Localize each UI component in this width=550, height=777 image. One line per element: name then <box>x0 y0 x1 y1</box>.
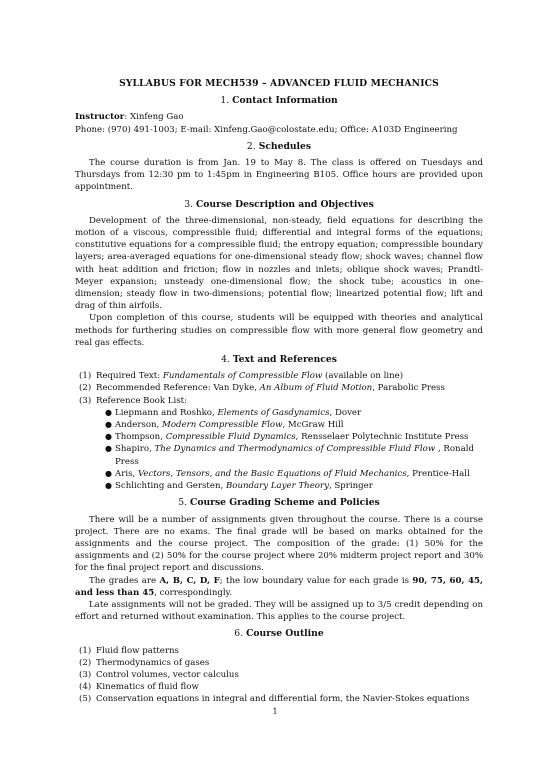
section-number: 6. <box>234 628 244 640</box>
item-number: (3) <box>79 669 92 680</box>
book-title: Modern Compressible Flow <box>162 420 283 431</box>
book-item <box>105 480 483 492</box>
book-title: Boundary Layer Theory <box>225 481 329 492</box>
grade-letters: A, B, C, D, F <box>159 575 220 586</box>
book-author: Liepmann and Roshko, <box>115 407 218 418</box>
item-text: Kinematics of fluid flow <box>96 682 199 693</box>
grade-boundaries: 90, 75, 60, 45, and less than 45 <box>75 575 483 598</box>
book-publisher: , McGraw Hill <box>282 420 344 431</box>
section-number: 3. <box>184 198 193 210</box>
grade-scale-text: , correspondingly. <box>154 587 233 598</box>
section-title: Schedules <box>258 140 312 152</box>
section-number: 4. <box>221 354 230 366</box>
book-item <box>105 407 483 419</box>
list-item <box>79 382 483 394</box>
list-item <box>79 669 483 681</box>
section-title: Contact Information <box>232 95 338 107</box>
list-item <box>79 657 483 669</box>
section-number: 5. <box>178 497 188 509</box>
instructor-label: Instructor <box>75 112 125 123</box>
section-title: Course Outline <box>246 628 324 640</box>
bullet-icon: ● <box>105 468 112 478</box>
item-text: Thermodynamics of gases <box>96 657 210 668</box>
description-paragraph: Development of the three-dimensional, non-steady, field equations for describing the motion of a viscous, compressible fluid; differential and integral forms of the equations; constitutive equations for a compressible fluid; the entropy equation; compressible boundary layers; area-averaged equations for one-dimensional steady flow; shock waves; channel flow with heat addition and friction; flow in nozzles and inlets; oblique shock waves; Prandtl-Meyer expansion; unsteady one-dimensional flow; the shock tube; acoustics in one-dimension; steady flow in two-dimensions; potential flow; linearized potential flow; lift and drag of thin airfoils. <box>75 215 483 312</box>
bullet-icon: ● <box>105 481 112 491</box>
item-text: Conservation equations in integral and differential form, the Navier-Stokes equations <box>96 694 470 705</box>
book-item <box>105 468 483 480</box>
book-title: Fundamentals of Compressible Flow <box>162 371 323 382</box>
bullet-icon: ● <box>105 432 112 442</box>
item-text: Recommended Reference: Van Dyke, <box>96 383 260 394</box>
reference-book-list <box>75 407 483 492</box>
item-number: (3) <box>79 395 92 406</box>
list-item <box>79 681 483 693</box>
item-number: (1) <box>79 371 92 382</box>
item-note: , Parabolic Press <box>372 383 445 394</box>
instructor-name: : Xinfeng Gao <box>124 112 184 123</box>
section-heading-schedules <box>75 141 483 153</box>
section-title: Course Grading Scheme and Policies <box>190 497 380 509</box>
section-number: 2. <box>246 140 256 152</box>
grade-scale-paragraph <box>75 575 483 599</box>
syllabus-page <box>75 78 483 706</box>
list-item <box>79 370 483 382</box>
section-number: 1. <box>220 95 230 107</box>
book-title: An Album of Fluid Motion <box>259 383 373 394</box>
book-publisher: , Ronald Press <box>115 444 474 467</box>
book-title: Compressible Fluid Dynamics <box>165 432 296 443</box>
page-number: 1 <box>272 707 278 716</box>
list-item <box>79 395 483 407</box>
section-heading-texts <box>75 354 483 366</box>
instructor-line <box>75 111 483 123</box>
book-author: Schlichting and Gersten, <box>115 481 226 492</box>
item-text: Control volumes, vector calculus <box>96 669 239 680</box>
book-publisher: , Prentice-Hall <box>406 468 470 479</box>
list-item <box>79 645 483 657</box>
book-item <box>105 431 483 443</box>
bullet-icon: ● <box>105 407 112 417</box>
list-item <box>79 693 483 705</box>
contact-details: Phone: (970) 491-1003; E-mail: Xinfeng.Gao@colostate.edu; Office: A103D Engineering <box>75 124 458 135</box>
book-publisher: , Springer <box>328 481 373 492</box>
bullet-icon: ● <box>105 420 112 430</box>
book-author: Aris, <box>115 468 138 479</box>
book-publisher: , Rensselaer Polytechnic Institute Press <box>295 432 469 443</box>
book-author: Anderson, <box>115 420 163 431</box>
item-number: (4) <box>79 682 92 693</box>
item-number: (2) <box>79 383 92 394</box>
grade-scale-text: ; the low boundary value for each grade is <box>219 575 413 586</box>
course-outline-list <box>75 645 483 706</box>
section-heading-contact <box>75 95 483 107</box>
section-title: Course Description and Objectives <box>195 198 374 210</box>
document-title: SYLLABUS FOR MECH539 – ADVANCED FLUID MECHANICS <box>119 78 439 89</box>
book-author: Shapiro, <box>115 444 155 455</box>
book-title: The Dynamics and Thermodynamics of Compressible Fluid Flow <box>154 444 436 455</box>
bullet-icon: ● <box>105 444 112 454</box>
late-policy-paragraph: Late assignments will not be graded. They will be assigned up to 3/5 credit depending on effort and returned without examination. This applies to the course project. <box>75 599 483 623</box>
item-text: Required Text: <box>96 371 163 382</box>
book-title: Vectors, Tensors, and the Basic Equations of Fluid Mechanics <box>137 468 407 479</box>
book-item <box>105 419 483 431</box>
item-note: (available on line) <box>322 371 404 382</box>
section-heading-grading <box>75 497 483 509</box>
section-heading-description <box>75 199 483 211</box>
item-text: Fluid flow patterns <box>96 645 179 656</box>
item-number: (5) <box>79 694 92 705</box>
item-number: (2) <box>79 657 92 668</box>
book-publisher: , Dover <box>329 407 362 418</box>
objectives-paragraph: Upon completion of this course, students will be equipped with theories and analytical methods for furthering studies on compressible flow with more general flow geometry and real gas effects. <box>75 313 483 348</box>
item-text: Reference Book List: <box>96 395 187 406</box>
item-number: (1) <box>79 645 92 656</box>
book-author: Thompson, <box>115 432 166 443</box>
book-title: Elements of Gasdynamics <box>217 407 330 418</box>
schedules-text: The course duration is from Jan. 19 to May 8. The class is offered on Tuesdays and Thursdays from 12:30 pm to 1:45pm in Engineering B105. Office hours are provided upon appointment. <box>75 158 483 193</box>
grade-scale-text: The grades are <box>89 575 160 586</box>
text-references-list <box>75 370 483 407</box>
section-heading-outline <box>75 628 483 640</box>
section-title: Text and References <box>232 354 337 366</box>
grading-paragraph: There will be a number of assignments given throughout the course. There is a course project. There are no exams. The final grade will be based on marks obtained for the assignments and the course project. The composition of the grade: (1) 50% for the assignments and (2) 50% for the course project where 20% midterm project report and 30% for the final project report and discussions. <box>75 514 483 574</box>
book-item <box>105 443 483 467</box>
